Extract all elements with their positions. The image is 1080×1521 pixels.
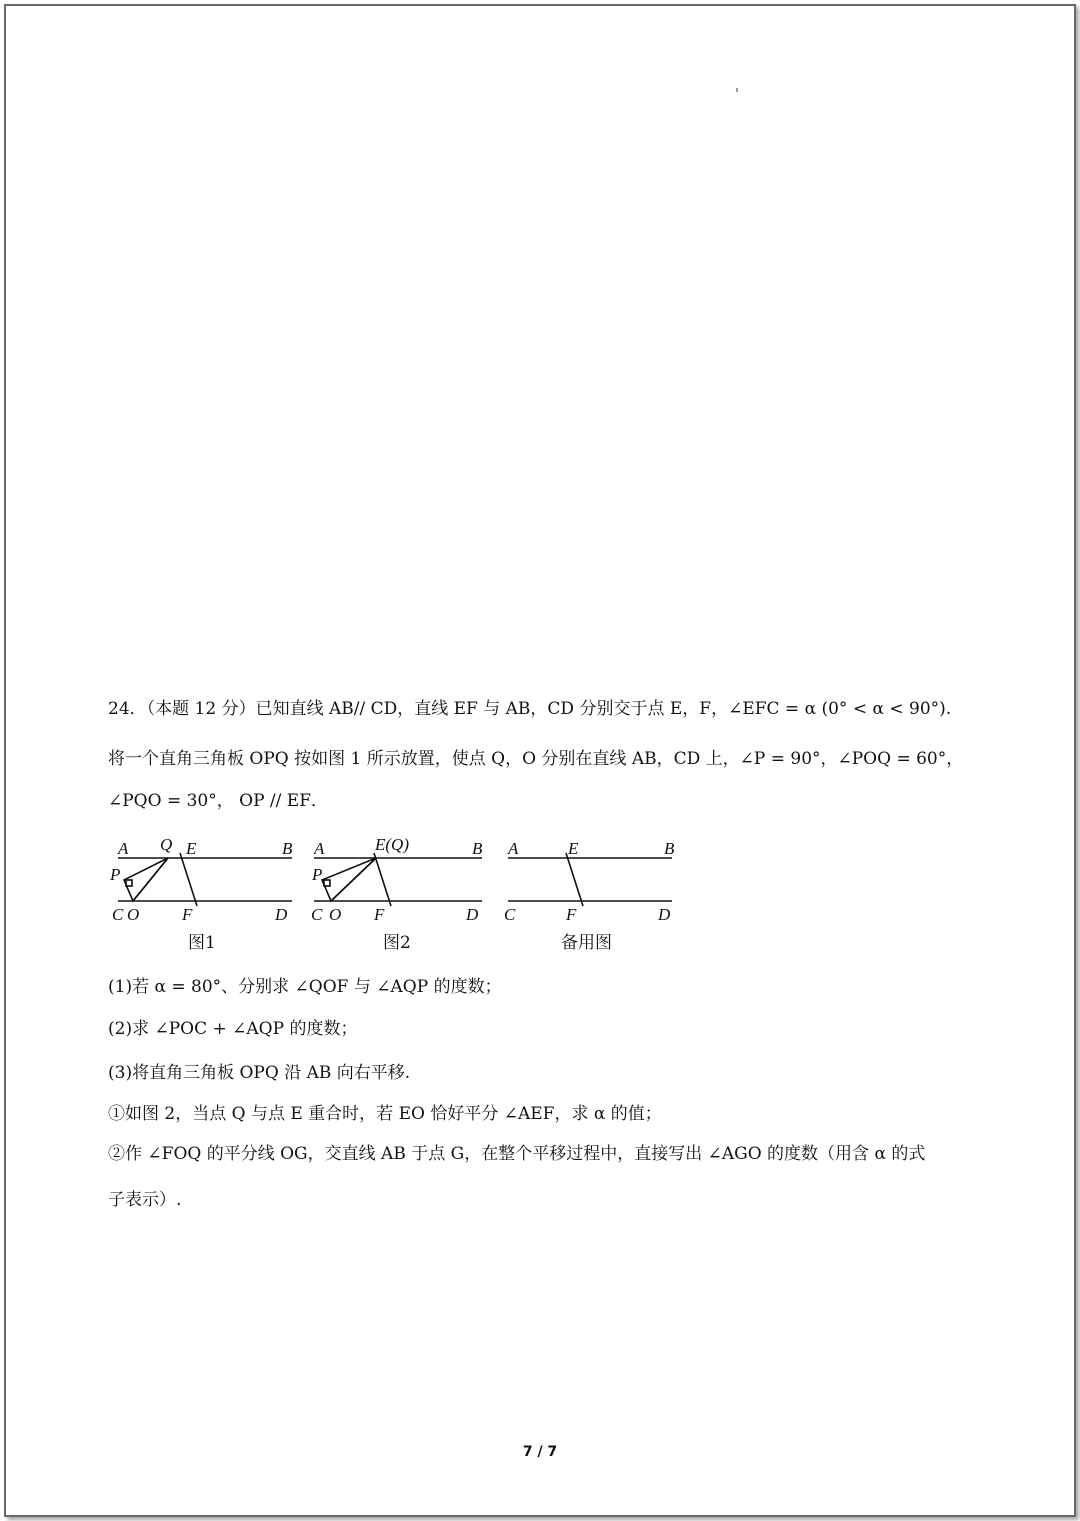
question-1: (1)若 α = 80°、分别求 ∠QOF 与 ∠AQP 的度数； [108,977,502,997]
fig1-hypotenuse [133,858,168,901]
fig3-caption: 备用图 [561,933,612,953]
scan-speck [736,88,738,92]
fig1-label-a: A [118,839,129,858]
fig1-caption: 图1 [188,933,216,953]
fig2-caption: 图2 [383,933,411,953]
fig3-line-ef [566,853,583,906]
fig1-line-ef [180,853,197,906]
figure-3 [508,853,672,906]
fig2-label-b: B [472,839,483,858]
problem-line-3: ∠PQO = 30°， OP // EF． [108,791,328,811]
page-number: 7 / 7 [522,1444,558,1460]
question-3: (3)将直角三角板 OPQ 沿 AB 向右平移. [108,1063,411,1083]
fig2-line-ef [374,853,391,906]
fig2-label-a: A [314,839,325,858]
fig1-label-q: Q [160,835,173,854]
question-2: (2)求 ∠POC + ∠AQP 的度数； [108,1019,358,1039]
fig3-label-b: B [664,839,675,858]
fig1-label-p: P [110,865,121,884]
question-3-part-1: ①如图 2，当点 Q 与点 E 重合时，若 EO 恰好平分 ∠AEF，求 α 的值； [108,1104,662,1124]
problem-line-1: 24．（本题 12 分）已知直线 AB// CD，直线 EF 与 AB，CD 分别交于点 E，F，∠EFC = α (0° < α < 90°). [108,699,952,719]
fig2-label-p: P [312,865,323,884]
fig3-label-c: C [504,905,516,924]
fig1-label-e: E [186,839,197,858]
fig2-label-d: D [466,905,479,924]
fig3-label-f: F [566,905,577,924]
fig3-label-e: E [568,839,579,858]
fig1-label-o: O [127,905,140,924]
fig2-label-f: F [374,905,385,924]
fig1-label-f: F [182,905,193,924]
fig2-label-o: O [329,905,342,924]
figures [100,828,700,958]
fig2-label-eq: E(Q) [375,835,409,854]
geometry-figures [100,828,700,958]
fig3-label-a: A [508,839,519,858]
figure-2 [314,853,482,906]
fig2-hypotenuse [331,858,376,901]
fig1-label-b: B [282,839,293,858]
fig1-label-d: D [275,905,288,924]
fig2-label-c: C [311,905,323,924]
figure-1 [118,853,292,906]
question-3-part-2: ②作 ∠FOQ 的平分线 OG，交直线 AB 于点 G，在整个平移过程中，直接写出 ∠AGO 的度数（用含 α 的式 [108,1144,926,1164]
fig1-label-c: C [112,905,124,924]
problem-line-2: 将一个直角三角板 OPQ 按如图 1 所示放置，使点 Q，O 分别在直线 AB，CD 上，∠P = 90°，∠POQ = 60°， [108,749,964,769]
question-3-part-2-cont: 子表示）. [108,1190,182,1210]
fig3-label-d: D [658,905,671,924]
